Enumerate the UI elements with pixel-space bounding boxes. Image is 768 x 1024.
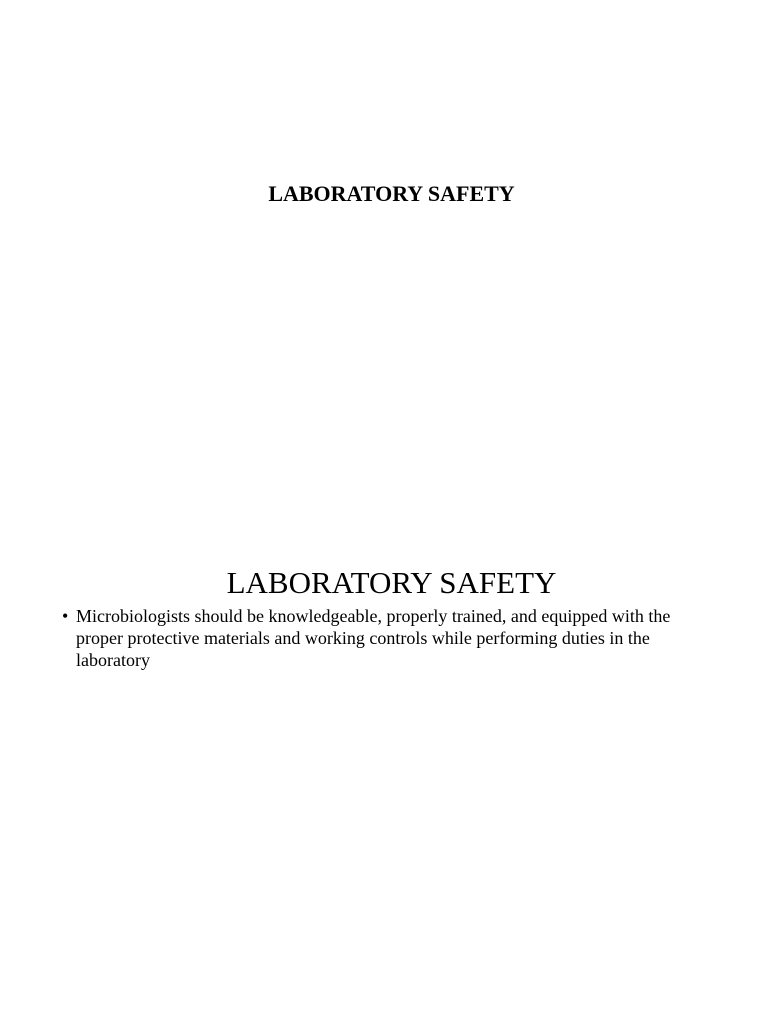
page-title: LABORATORY SAFETY — [268, 181, 515, 206]
bullet-marker: • — [62, 606, 69, 626]
bullet-item — [62, 605, 702, 671]
bullet-list — [62, 605, 702, 671]
slide-title: LABORATORY SAFETY — [226, 565, 557, 600]
bullet-text: Microbiologists should be knowledgeable, properly trained, and equipped with the proper protective materials and working controls while performing duties in the laboratory — [76, 606, 671, 670]
slide — [0, 562, 768, 670]
